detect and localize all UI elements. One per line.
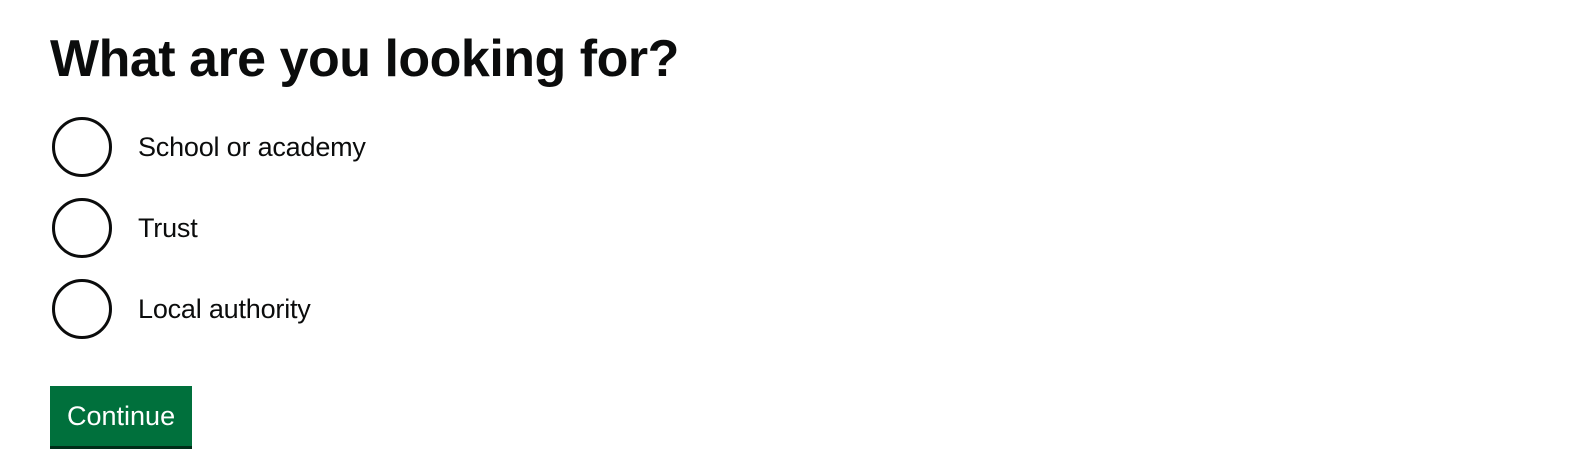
radio-label-school-or-academy[interactable]: School or academy [138, 131, 366, 162]
radio-label-trust[interactable]: Trust [138, 212, 198, 243]
radio-button-trust[interactable] [52, 198, 112, 258]
radio-button-school-or-academy[interactable] [52, 117, 112, 177]
page-title: What are you looking for? [50, 30, 679, 88]
radio-option-local-authority[interactable] [52, 278, 366, 340]
radio-option-trust[interactable] [52, 197, 366, 259]
continue-button[interactable]: Continue [50, 386, 192, 446]
search-type-radio-group [52, 116, 366, 359]
radio-button-local-authority[interactable] [52, 279, 112, 339]
radio-label-local-authority[interactable]: Local authority [138, 293, 311, 324]
radio-option-school-or-academy[interactable] [52, 116, 366, 178]
